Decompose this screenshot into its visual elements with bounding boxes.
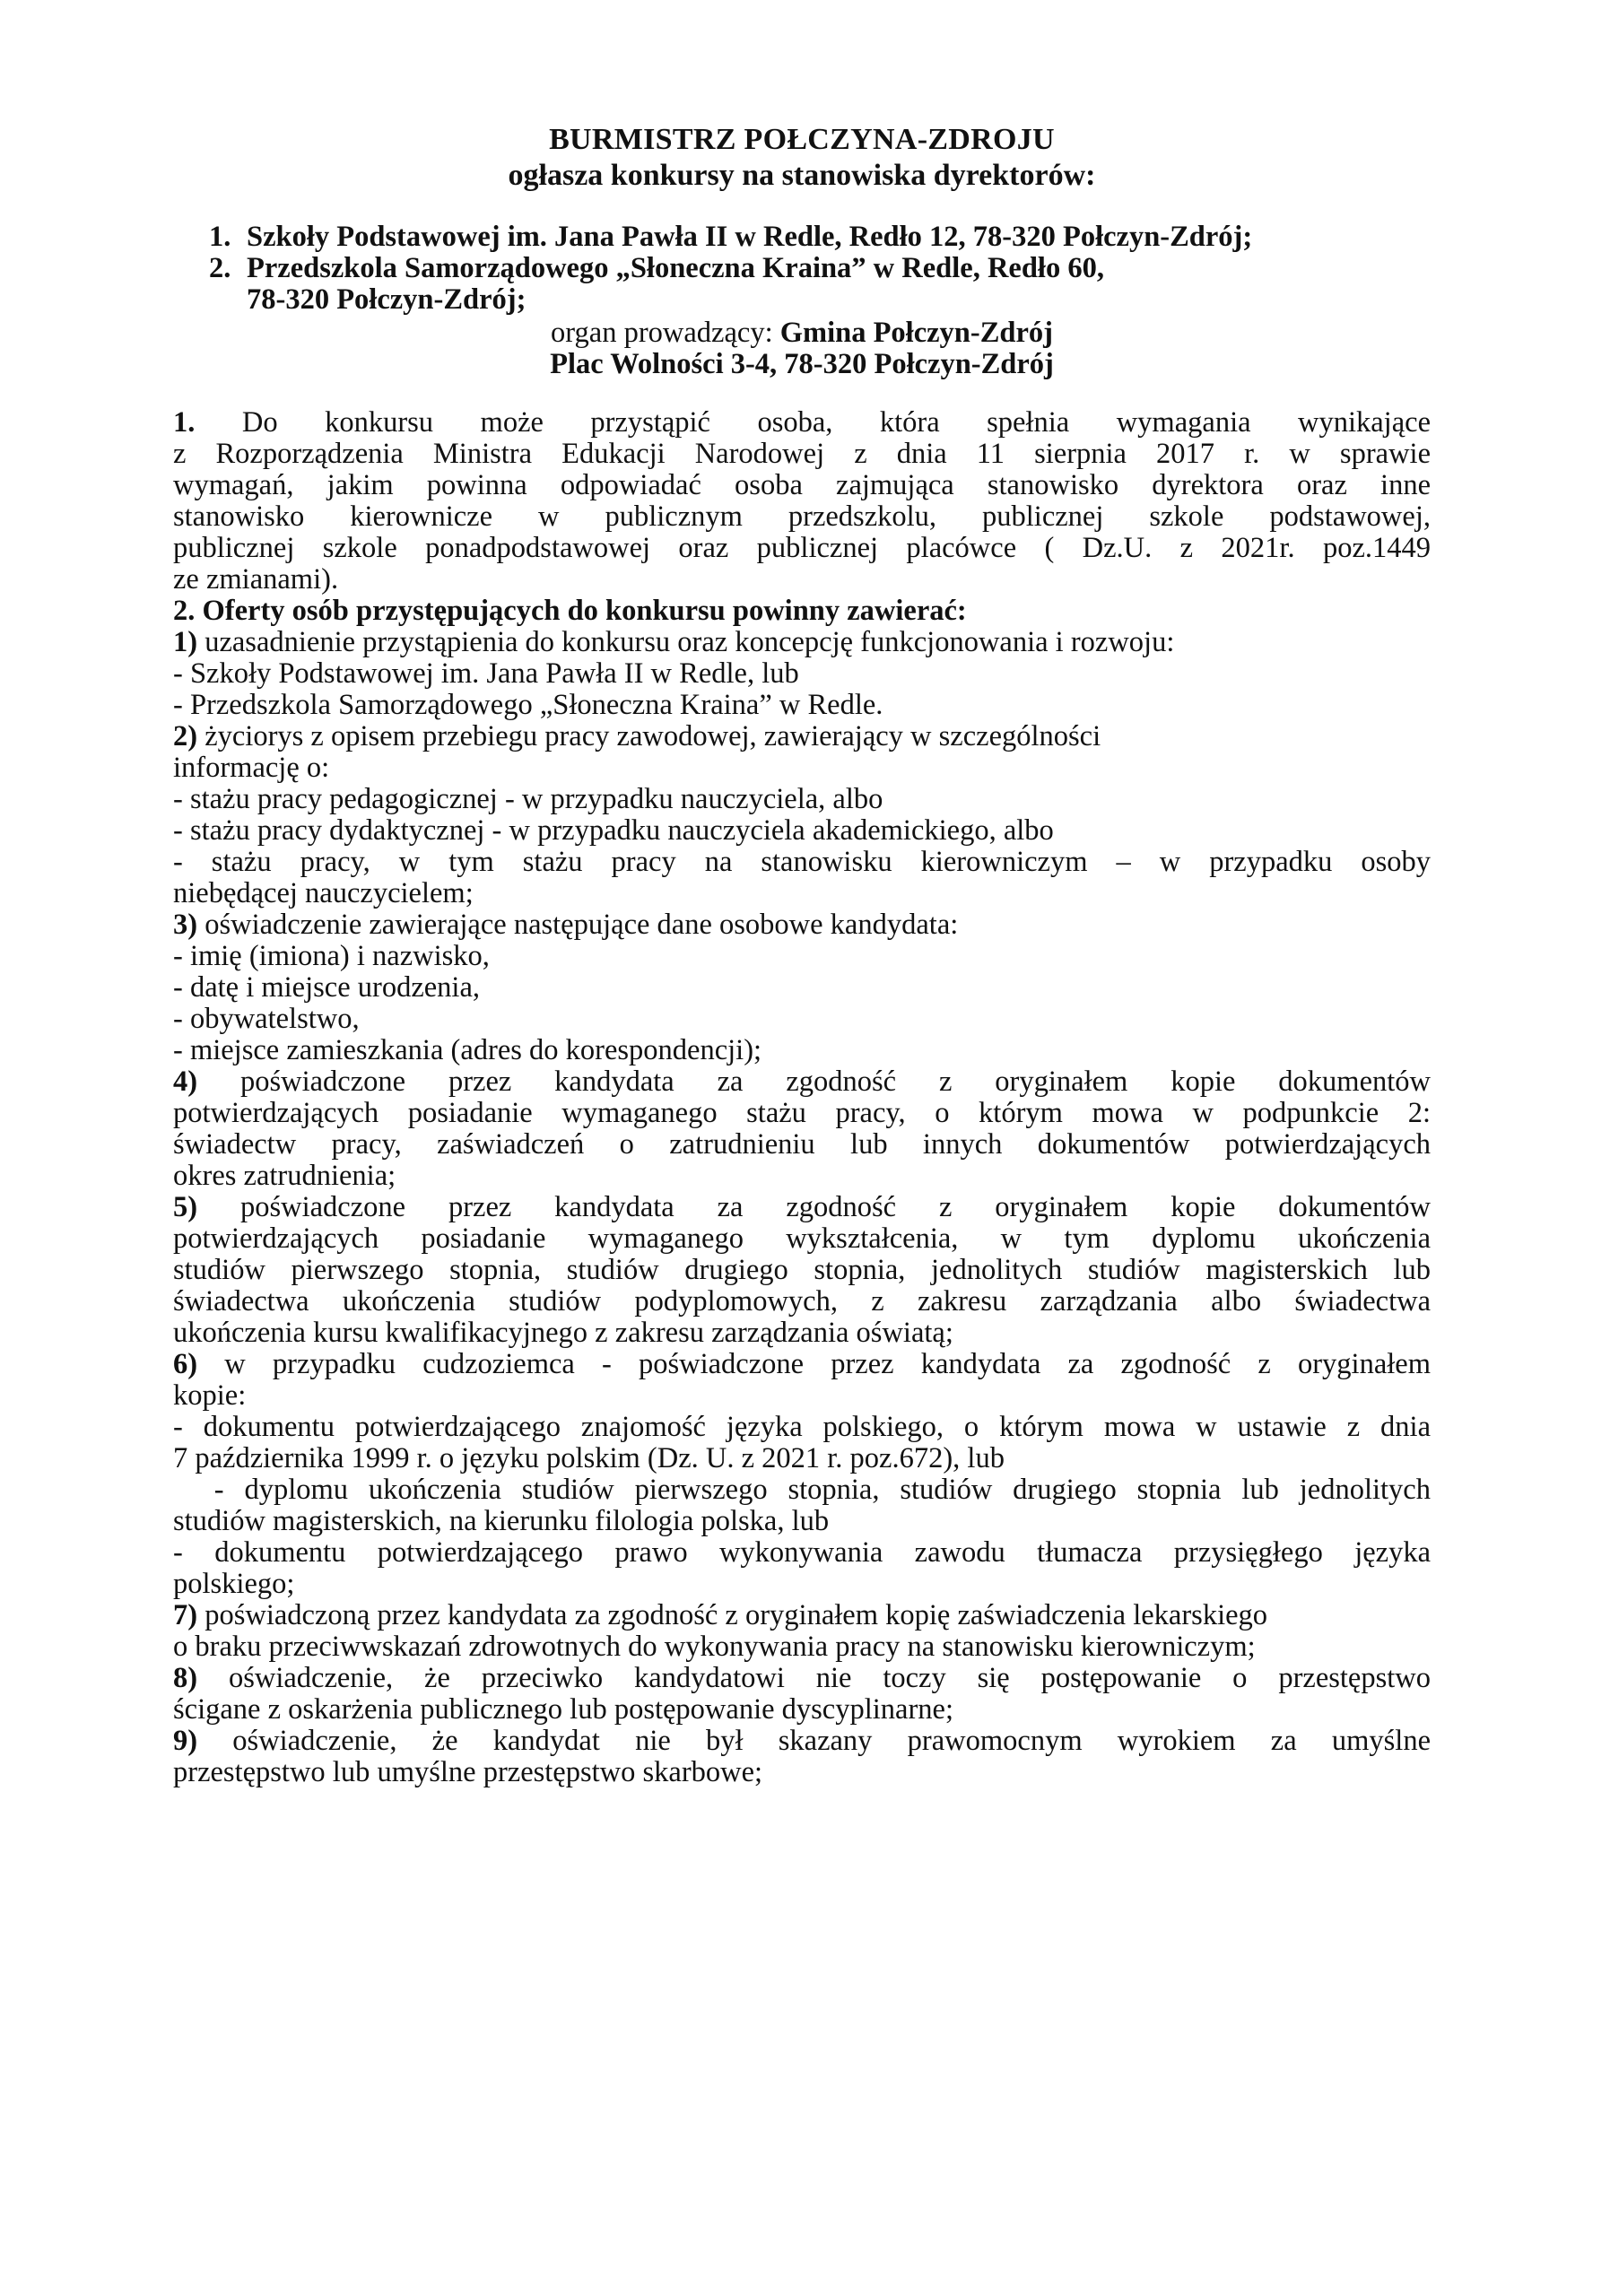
paragraph-line: ze zmianami).: [173, 563, 339, 596]
item-text: w przypadku cudzoziemca - poświadczone przez kandydata za zgodność z oryginałem: [197, 1348, 1431, 1380]
item-text-continued: potwierdzających posiadanie wymaganego wykształcenia, w tym dyplomu ukończenia: [173, 1222, 1431, 1255]
item-number: 4): [173, 1065, 198, 1098]
item-number: 7): [173, 1599, 198, 1631]
list-item: [173, 1663, 1431, 1694]
paragraph-number: 1.: [173, 406, 196, 439]
paragraph-line: z Rozporządzenia Ministra Edukacji Narodowej z dnia 11 sierpnia 2017 r. w sprawie: [173, 438, 1431, 470]
item-text: oświadczenie, że kandydat nie był skazany prawomocnym wyrokiem za umyślne: [197, 1725, 1431, 1757]
item-text-continued: kopie:: [173, 1379, 247, 1412]
page-title: BURMISTRZ POŁCZYNA-ZDROJU: [549, 123, 1055, 156]
organ-address: Plac Wolności 3-4, 78-320 Połczyn-Zdrój: [550, 348, 1054, 380]
item-number: 6): [173, 1348, 198, 1380]
item-text-continued: okres zatrudnienia;: [173, 1160, 396, 1192]
list-item: [173, 627, 1431, 658]
item-number: 1): [173, 626, 198, 658]
list-item: [173, 1726, 1431, 1757]
item-text-continued: studiów pierwszego stopnia, studiów drugiego stopnia, jednolitych studiów magisterskich lub: [173, 1254, 1431, 1286]
list-item: [173, 1600, 1431, 1631]
item-text-continued: ścigane z oskarżenia publicznego lub postępowanie dyscyplinarne;: [173, 1693, 953, 1726]
section-heading: 2. Oferty osób przystępujących do konkursu powinny zawierać:: [173, 595, 967, 627]
sub-item: - datę i miejsce urodzenia,: [173, 971, 480, 1004]
paragraph-line: wymagań, jakim powinna odpowiadać osoba zajmująca stanowisko dyrektora oraz inne: [173, 469, 1431, 501]
item-text: oświadczenie zawierające następujące dane osobowe kandydata:: [197, 909, 959, 941]
sub-item: - imię (imiona) i nazwisko,: [173, 940, 490, 972]
sub-item: - dokumentu potwierdzającego prawo wykonywania zawodu tłumacza przysięgłego języka: [173, 1536, 1431, 1569]
item-text: poświadczoną przez kandydata za zgodność z oryginałem kopię zaświadczenia lekarskiego: [197, 1599, 1268, 1631]
item-text: poświadczone przez kandydata za zgodność z oryginałem kopie dokumentów: [197, 1191, 1431, 1223]
item-number: 3): [173, 909, 198, 941]
paragraph-line: [173, 407, 1431, 439]
list-item: [173, 1192, 1431, 1223]
item-text: uzasadnienie przystąpienia do konkursu oraz koncepcję funkcjonowania i rozwoju:: [197, 626, 1175, 658]
sub-item: - stażu pracy dydaktycznej - w przypadku nauczyciela akademickiego, albo: [173, 814, 1054, 847]
list-item: [173, 721, 1431, 752]
list-item: [173, 1066, 1431, 1098]
document-content: [173, 124, 1431, 1788]
sub-item: - dokumentu potwierdzającego znajomość języka polskiego, o którym mowa w ustawie z dnia: [173, 1411, 1431, 1443]
sub-item: niebędącej nauczycielem;: [173, 877, 474, 909]
school-address-continued: 78-320 Połczyn-Zdrój;: [247, 283, 527, 316]
paragraph-line: publicznej szkole ponadpodstawowej oraz publicznej placówce ( Dz.U. z 2021r. poz.1449: [173, 532, 1431, 564]
sub-item: - obywatelstwo,: [173, 1003, 360, 1035]
item-text: oświadczenie, że przeciwko kandydatowi nie toczy się postępowanie o przestępstwo: [197, 1662, 1431, 1694]
item-text-continued: informację o:: [173, 752, 330, 784]
item-text-continued: o braku przeciwwskazań zdrowotnych do wykonywania pracy na stanowisku kierowniczym;: [173, 1631, 1256, 1663]
organ-label: organ prowadzący:: [551, 317, 780, 349]
item-number: 2): [173, 720, 198, 752]
organ-line: [173, 317, 1431, 349]
sub-item: polskiego;: [173, 1568, 295, 1600]
sub-item: - miejsce zamieszkania (adres do korespondencji);: [173, 1034, 762, 1066]
item-text-continued: potwierdzających posiadanie wymaganego stażu pracy, o którym mowa w podpunkcie 2:: [173, 1097, 1431, 1129]
item-number: 8): [173, 1662, 198, 1694]
paragraph-text: Do konkursu może przystąpić osoba, która spełnia wymagania wynikające: [195, 406, 1431, 439]
sub-item: studiów magisterskich, na kierunku filologia polska, lub: [173, 1505, 830, 1537]
list-number: 2.: [209, 252, 231, 284]
sub-item: - stażu pracy pedagogicznej - w przypadku nauczyciela, albo: [173, 783, 883, 815]
list-item: [209, 222, 1431, 253]
item-text-continued: ukończenia kursu kwalifikacyjnego z zakresu zarządzania oświatą;: [173, 1317, 953, 1349]
item-text: życiorys z opisem przebiegu pracy zawodowej, zawierający w szczególności: [197, 720, 1101, 752]
item-text-continued: przestępstwo lub umyślne przestępstwo skarbowe;: [173, 1756, 763, 1788]
page-subtitle: ogłasza konkursy na stanowiska dyrektorów:: [508, 159, 1096, 192]
sub-item: 7 października 1999 r. o języku polskim (Dz. U. z 2021 r. poz.672), lub: [173, 1442, 1005, 1474]
paragraph-line: stanowisko kierownicze w publicznym przedszkolu, publicznej szkole podstawowej,: [173, 500, 1431, 533]
sub-item: - Szkoły Podstawowej im. Jana Pawła II w Redle, lub: [173, 657, 799, 690]
list-item: [173, 1349, 1431, 1380]
item-number: 9): [173, 1725, 198, 1757]
list-item: [209, 253, 1431, 284]
item-text: poświadczone przez kandydata za zgodność z oryginałem kopie dokumentów: [197, 1065, 1431, 1098]
item-number: 5): [173, 1191, 198, 1223]
sub-item: - dyplomu ukończenia studiów pierwszego stopnia, studiów drugiego stopnia lub jednolitych: [173, 1474, 1431, 1506]
list-number: 1.: [209, 221, 231, 253]
school-name: Szkoły Podstawowej im. Jana Pawła II w Redle, Redło 12, 78-320 Połczyn-Zdrój;: [247, 221, 1253, 253]
sub-item: - Przedszkola Samorządowego „Słoneczna Kraina” w Redle.: [173, 689, 883, 721]
organ-name: Gmina Połczyn-Zdrój: [779, 317, 1053, 349]
list-item: [173, 909, 1431, 941]
item-text-continued: świadectw pracy, zaświadczeń o zatrudnieniu lub innych dokumentów potwierdzających: [173, 1128, 1431, 1161]
school-name: Przedszkola Samorządowego „Słoneczna Kraina” w Redle, Redło 60,: [247, 252, 1104, 284]
sub-item: - stażu pracy, w tym stażu pracy na stanowisku kierowniczym – w przypadku osoby: [173, 846, 1431, 878]
item-text-continued: świadectwa ukończenia studiów podyplomowych, z zakresu zarządzania albo świadectwa: [173, 1285, 1431, 1318]
school-list: [173, 222, 1431, 316]
